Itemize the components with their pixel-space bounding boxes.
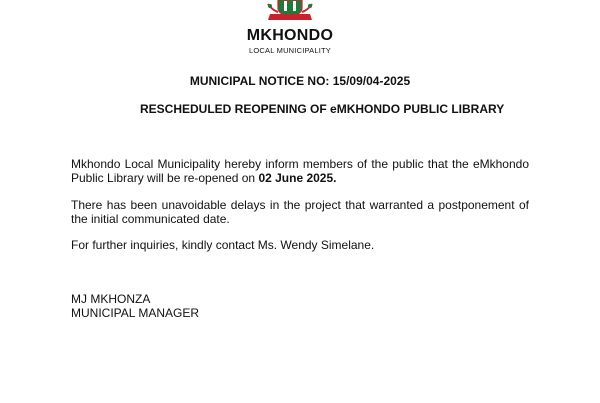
signatory-name: MJ MKHONZA	[71, 292, 151, 306]
org-name: MKHONDO	[246, 27, 334, 44]
paragraph-delays: There has been unavoidable delays in the project that warranted a postponement of the initial communicated date.	[71, 198, 529, 226]
notice-number: MUNICIPAL NOTICE NO: 15/09/04-2025	[189, 74, 411, 88]
reopening-date: 02 June 2025.	[258, 171, 337, 185]
notice-title: RESCHEDULED REOPENING OF eMKHONDO PUBLIC LIBRARY	[140, 102, 505, 116]
coat-of-arms-icon	[262, 0, 318, 24]
paragraph-inquiries: For further inquiries, kindly contact Ms. Wendy Simelane.	[71, 238, 375, 252]
org-subtitle: LOCAL MUNICIPALITY	[249, 46, 331, 55]
municipality-logo	[262, 0, 318, 24]
signatory-position: MUNICIPAL MANAGER	[71, 306, 200, 320]
reopening-text: Mkhondo Local Municipality hereby inform members of the public that the eMkhondo Public Library will be re-opened on	[71, 157, 529, 185]
paragraph-reopening	[71, 157, 529, 185]
